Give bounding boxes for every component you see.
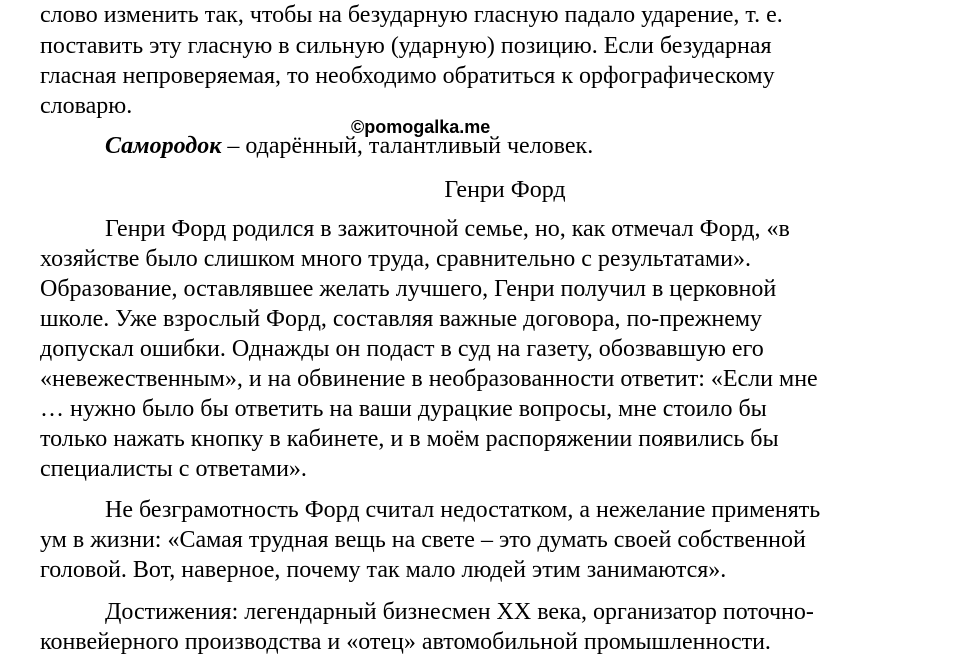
text-line: головой. Вот, наверное, почему так мало людей этим занимаются». [40, 557, 727, 583]
text-line: хозяйстве было слишком много труда, сравнительно с результатами». [40, 246, 751, 272]
section-title-text: Генри Форд [444, 177, 566, 203]
text-line: специалисты с ответами». [40, 456, 307, 482]
text-line: Достижения: легендарный бизнесмен XX века, организатор поточно- [105, 599, 814, 625]
text-line: Не безграмотность Форд считал недостатком, а нежелание применять [105, 497, 821, 523]
section-title [0, 175, 960, 205]
text-line: … нужно было бы ответить на ваши дурацкие вопросы, мне стоило бы [40, 396, 767, 422]
watermark: ©pomogalka.me [351, 117, 491, 137]
text-line: Образование, оставлявшее желать лучшего, Генри получил в церковной [40, 276, 777, 302]
text-line: словарю. [40, 93, 133, 119]
text-line: допускал ошибки. Однажды он подаст в суд на газету, обозвавшую его [40, 336, 764, 362]
definition-term: Самородок [105, 133, 222, 159]
text-line: школе. Уже взрослый Форд, составляя важные договора, по-прежнему [40, 306, 763, 332]
text-line: гласная непроверяемая, то необходимо обратиться к орфографическому [40, 63, 775, 89]
text-line: Генри Форд родился в зажиточной семье, но, как отмечал Форд, «в [105, 216, 790, 242]
definition-line [105, 131, 593, 161]
text-line: слово изменить так, чтобы на безударную гласную падало ударение, т. е. [40, 2, 783, 28]
text-line: ум в жизни: «Самая трудная вещь на свете – это думать своей собственной [40, 527, 806, 553]
definition-text: – одарённый, талантливый человек. [221, 133, 594, 159]
text-line: конвейерного производства и «отец» автомобильной промышленности. [40, 629, 771, 655]
text-line: поставить эту гласную в сильную (ударную) позицию. Если безударная [40, 33, 772, 59]
text-line: «невежественным», и на обвинение в необразованности ответит: «Если мне [40, 366, 818, 392]
text-line: только нажать кнопку в кабинете, и в моём распоряжении появились бы [40, 426, 779, 452]
